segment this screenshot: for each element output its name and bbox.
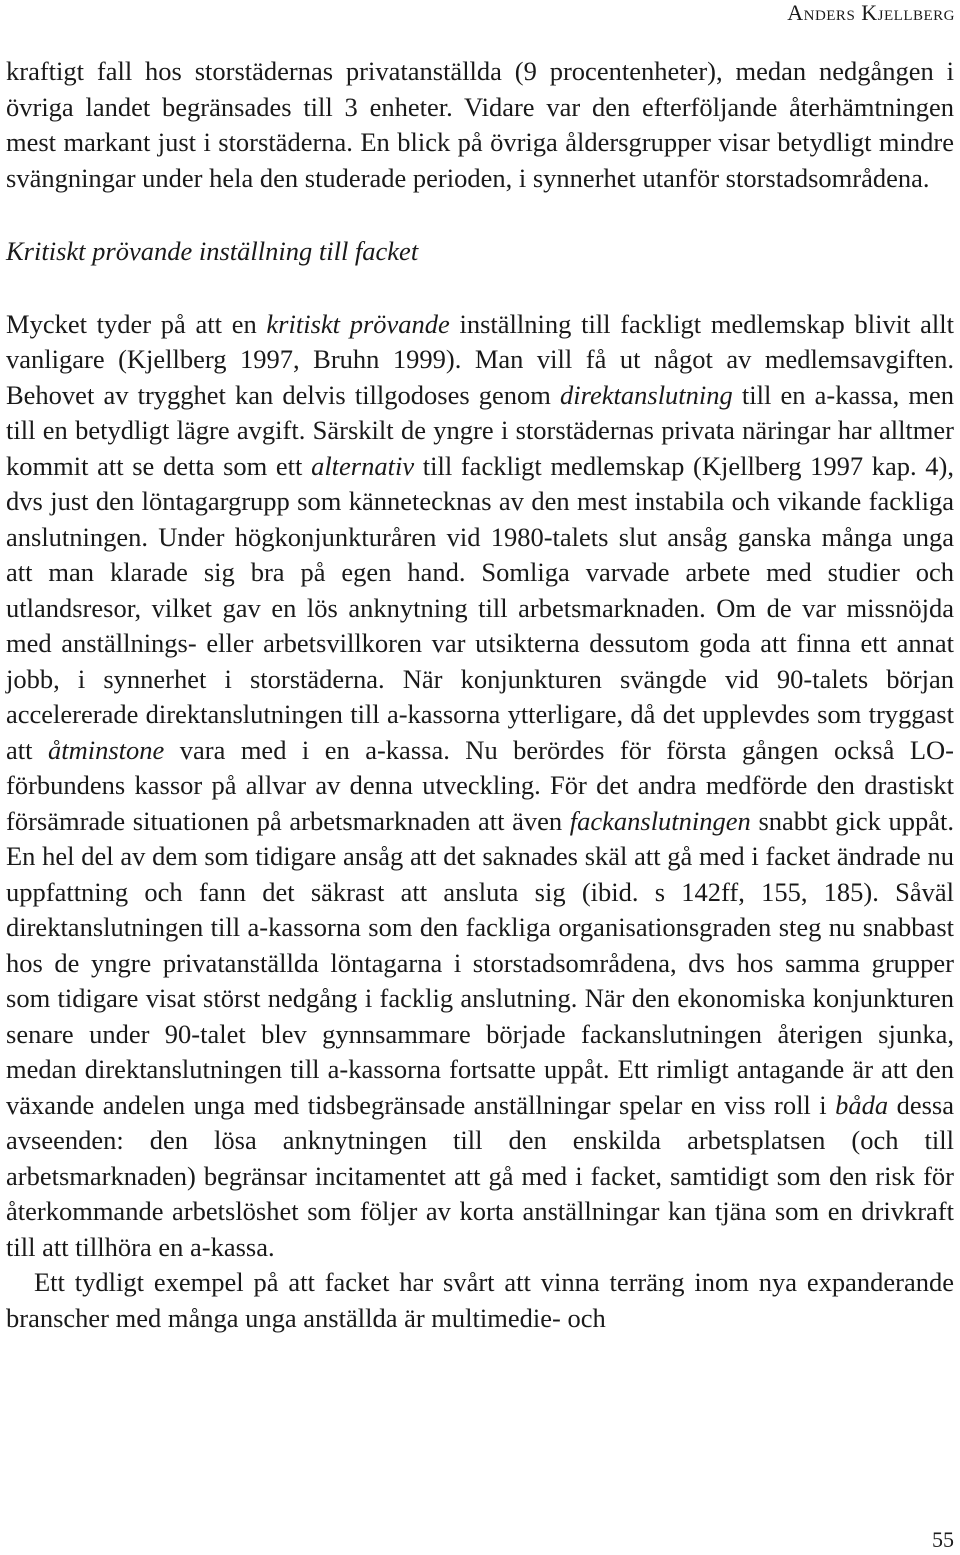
paragraph-continuation: kraftigt fall hos storstädernas privatanställda (9 procentenheter), medan nedgången i övriga landet begränsades till 3 enheter. Vidare var den efterföljande återhämtningen mest markant just i storstäderna. En blick på övriga åldersgrupper visar betydligt mindre svängningar under hela den studerade perioden, i synnerhet utanför storstadsområdena. <box>6 56 954 193</box>
emphasis-fackanslutningen: fackanslutningen <box>569 805 751 836</box>
emphasis-atminstone: åtminstone <box>47 734 165 765</box>
page-number: 55 <box>932 1527 954 1552</box>
running-head-author: Anders Kjellberg <box>787 0 955 25</box>
text-run: till fackligt medlemskap (Kjellberg 1997 kap. 4), dvs just den löntagargrupp som kännetecknas av den mest instabila och vikande fackliga anslutningen. Under högkonjunkturåren vid 1980-talets slut ansåg ganska många unga att man klarade sig bra på egen hand. Somliga varvade arbete med studier och utlandsresor, vilket gav en lös anknytning till arbetsmarknaden. Om de var missnöjda med anställnings- eller arbetsvillkoren var utsikterna dessutom goda att finna ett annat jobb, i synnerhet i storstäderna. När konjunkturen svängde vid 90-talets början accelererade direktanslutningen till a-kassorna ytterligare, då det upplevdes som tryggast att <box>6 450 954 765</box>
emphasis-bada: båda <box>835 1089 889 1120</box>
paragraph-critical-attitude <box>6 307 954 1266</box>
paragraph-example: Ett tydligt exempel på att facket har svårt att vinna terräng inom nya expanderande branscher med många unga anställda är multimedie- och <box>6 1267 954 1333</box>
text-run: dessa avseenden: den lösa anknytningen till den enskilda arbetsplatsen (och till arbetsmarknaden) begränsar incitamentet att gå med i facket, samtidigt som den risk för återkommande arbetslöshet som följer av korta anställningar kan tjäna som en drivkraft till att tillhöra en a-kassa. <box>6 1089 955 1262</box>
emphasis-alternativ: alternativ <box>311 450 415 481</box>
text-run: snabbt gick uppåt. En hel del av dem som tidigare ansåg att det saknades skäl att gå med i facket ändrade nu uppfattning och fann det säkrast att ansluta sig (ibid. s 142ff, 155, 185). Såväl direktanslutningen till a-kassorna som den fackliga organisationsgraden steg nu snabbast hos de yngre privatanställda löntagarna i storstadsområdena, dvs hos samma grupper som tidigare visat störst nedgång i facklig anslutning. När den ekonomiska konjunkturen senare under 90-talet blev gynnsammare började fackanslutningen återigen sjunka, medan direktanslutningen till a-kassorna fortsatte uppåt. Ett rimligt antagande är att den växande andelen unga med tidsbegränsade anställningar spelar en viss roll i <box>6 805 954 1120</box>
text-run: inställning till fackligt medlemskap blivit allt vanligare (Kjellberg 1997, Bruhn 1999). Man vill få ut något av medlemsavgiften. Behovet av trygghet kan delvis tillgodoses genom <box>6 308 954 410</box>
text-run: vara med i en a-kassa. Nu berördes för första gången också LO-förbundens kassor på allvar av denna utveckling. För det andra medförde den drastiskt försämrade situationen på arbetsmarknaden att även <box>6 734 954 836</box>
emphasis-direktanslutning: direktanslutning <box>560 379 733 410</box>
text-run: till en a-kassa, men till en betydligt lägre avgift. Särskilt de yngre i storstädernas privata näringar har alltmer kommit att se detta som ett <box>6 379 954 481</box>
emphasis-kritiskt-provande: kritiskt prövande <box>266 308 450 339</box>
text-run: Mycket tyder på att en <box>6 308 267 339</box>
section-heading: Kritiskt prövande inställning till facket <box>6 236 419 266</box>
body-text <box>6 54 954 1336</box>
